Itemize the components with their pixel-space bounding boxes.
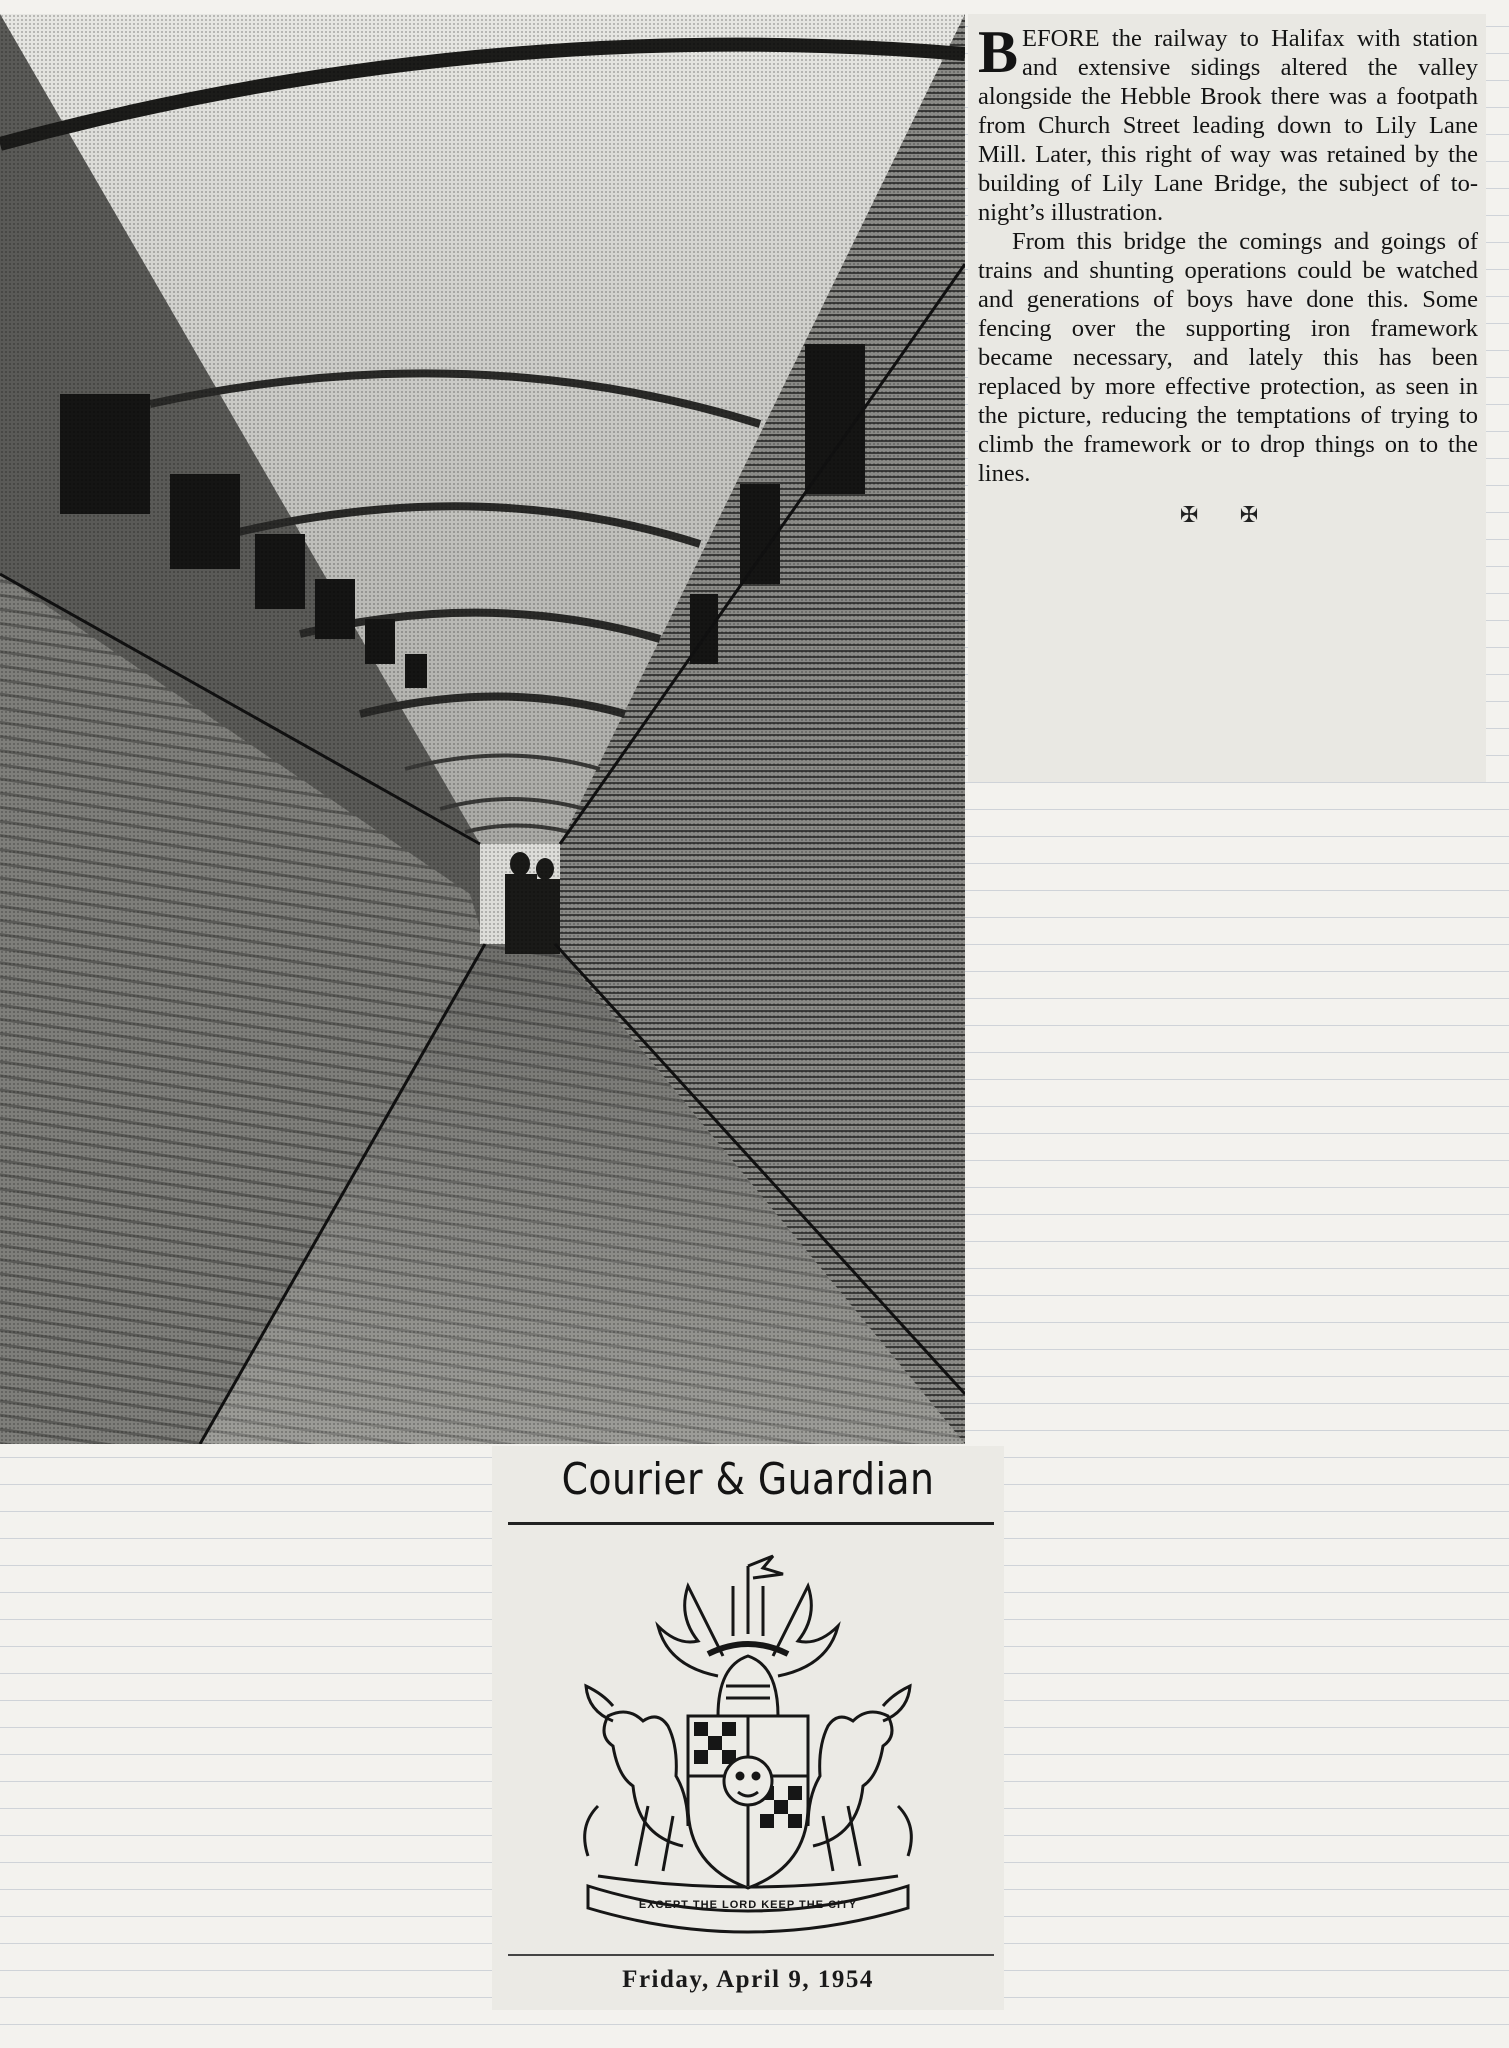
article-paragraph-1	[978, 19, 1478, 227]
masthead-rule-top	[508, 1522, 994, 1525]
paragraph-1-text: EFORE the railway to Halifax with station and extensive sidings altered the valley alongside the Hebble Brook there was a footpath from Church Street leading down to Lily Lane Mill. Later, this right of way was retained by the building of Lily Lane Bridge, the subject of to-night’s illustration.	[978, 25, 1478, 226]
article-clipping	[968, 14, 1486, 782]
masthead-clipping	[492, 1446, 1004, 2010]
bridge-photograph	[0, 14, 965, 1444]
newspaper-title: Courier & Guardian	[561, 1454, 935, 1505]
covered-footbridge-illustration	[0, 14, 965, 1444]
dropcap: B	[978, 19, 1019, 85]
masthead-rule-bottom	[508, 1954, 994, 1956]
publication-date: Friday, April 9, 1954	[622, 1966, 874, 1993]
article-paragraph-2: From this bridge the comings and goings of trains and shunting operations could be watched and generations of boys have done this. Some fencing over the supporting iron framework became necessary, and lately this has been replaced by more effective protection, as seen in the picture, reducing the temptations of trying to climb the framework or to drop things on to the lines.	[978, 228, 1478, 487]
coat-of-arms-icon	[558, 1546, 938, 1946]
ornament-crosses: ✠ ✠	[1179, 502, 1277, 527]
crest-motto: EXCEPT THE LORD KEEP THE CITY	[638, 1899, 858, 1911]
